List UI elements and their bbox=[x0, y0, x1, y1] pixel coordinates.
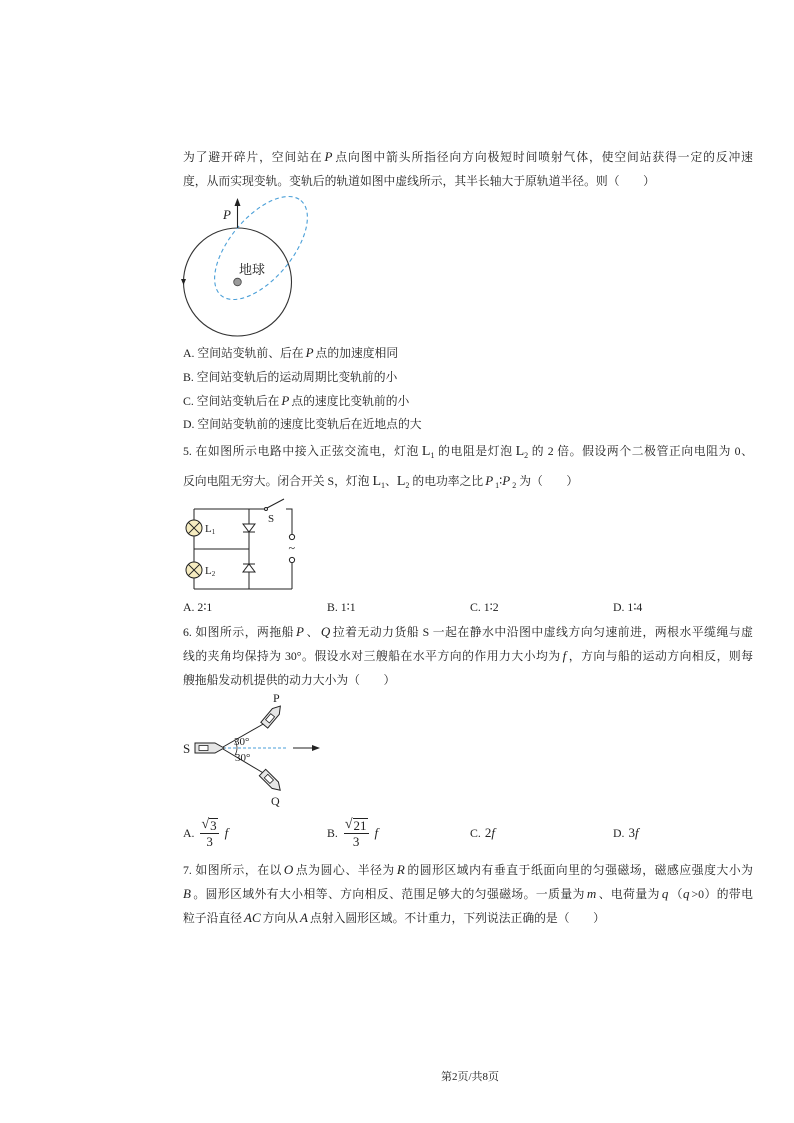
option-text: A. 空间站变轨前、后在 bbox=[183, 346, 304, 360]
q4-option-c bbox=[183, 393, 753, 409]
option-text: B. 空间站变轨后的运动周期比变轨前的小 bbox=[183, 370, 398, 384]
diode-upper-icon bbox=[243, 524, 255, 532]
variable-m: m bbox=[586, 886, 597, 901]
fraction bbox=[200, 817, 218, 849]
q6-option-d bbox=[613, 815, 641, 851]
radicand: 3 bbox=[210, 818, 217, 833]
arrow-head-icon bbox=[312, 745, 320, 751]
fraction-numerator bbox=[200, 817, 218, 834]
lamp-l2-icon bbox=[186, 562, 202, 578]
variable-o: O bbox=[283, 862, 294, 877]
earth-dot bbox=[234, 278, 242, 286]
variable-f: f bbox=[374, 825, 379, 840]
stem-text: 拉着无动力货船 S 一起在静水中沿图中虚线方向匀速前进，两根水平缆绳与虚 bbox=[332, 625, 753, 639]
stem-text: （ bbox=[670, 887, 683, 901]
q5-stem-line-1 bbox=[183, 443, 753, 459]
q7-stem-line-1 bbox=[183, 862, 753, 878]
stem-text: 、 bbox=[306, 625, 319, 639]
stem-text: 为了避开碎片，空间站在 bbox=[183, 150, 323, 164]
stem-text: 点为圆心、半径为 bbox=[295, 863, 395, 877]
variable-q: Q bbox=[320, 624, 331, 639]
ship-q-label: Q bbox=[271, 794, 280, 808]
variable-r: R bbox=[396, 862, 405, 877]
switch-label: S bbox=[268, 513, 275, 525]
lamp-symbol: L bbox=[396, 474, 406, 489]
subscript: 2 bbox=[512, 481, 517, 490]
q5-option-a: A. 2∶1 bbox=[183, 600, 213, 614]
option-text: 点的加速度相同 bbox=[315, 346, 399, 360]
variable-f: f bbox=[562, 648, 567, 663]
coefficient: 2 bbox=[484, 825, 492, 840]
ship-p-label: P bbox=[273, 691, 280, 705]
q4-option-a bbox=[183, 345, 753, 361]
stem-text: 5. 在如图所示电路中接入正弦交流电，灯泡 bbox=[183, 444, 419, 458]
circuit-diagram bbox=[180, 498, 305, 596]
ship-s-label: S bbox=[183, 741, 191, 756]
lamp-symbol: L bbox=[372, 474, 382, 489]
stem-text: 点向图中箭头所指径向方向极短时间喷射气体，使空间站获得一定的反冲速 bbox=[334, 150, 753, 164]
stem-text: 的电功率之比 bbox=[412, 474, 484, 488]
stem-text: 、电荷量为 bbox=[598, 887, 660, 901]
radical-sign: √ bbox=[201, 817, 210, 832]
q7-stem-line-3 bbox=[183, 910, 753, 926]
q4-option-b bbox=[183, 369, 753, 385]
stem-text: >0）的带电 bbox=[691, 887, 753, 901]
stem-text: ，方向与船的运动方向相反，则每 bbox=[568, 649, 753, 663]
q6-option-a bbox=[183, 815, 230, 851]
ship-p-icon bbox=[261, 703, 284, 728]
subscript: 1 bbox=[495, 481, 500, 490]
q5-stem-line-2 bbox=[183, 473, 753, 489]
stem-text: 方向从 bbox=[262, 911, 299, 925]
variable-f: f bbox=[491, 825, 495, 840]
option-letter: A. bbox=[183, 825, 195, 840]
ship-diagram bbox=[178, 692, 328, 810]
stem-text: 为（ ） bbox=[519, 474, 579, 488]
q4-option-d bbox=[183, 416, 753, 432]
ac-terminal-bottom bbox=[289, 557, 294, 562]
q7-stem-line-2 bbox=[183, 886, 753, 902]
option-text: C. 空间站变轨后在 bbox=[183, 394, 280, 408]
variable-p: P bbox=[485, 473, 494, 488]
subscript: 2 bbox=[524, 451, 529, 460]
radicand: 21 bbox=[353, 818, 367, 833]
switch-s bbox=[265, 499, 285, 511]
q5-option-d: D. 1∶4 bbox=[613, 600, 643, 614]
circuit-wires bbox=[194, 509, 292, 589]
orbit-diagram bbox=[175, 190, 315, 345]
arrow-head-icon bbox=[235, 198, 241, 206]
variable-p: P bbox=[296, 624, 304, 639]
q6-stem-line-1 bbox=[183, 624, 753, 640]
option-letter: B. bbox=[327, 825, 338, 840]
option-letter: C. bbox=[470, 825, 481, 840]
radical-sign: √ bbox=[344, 817, 353, 832]
fraction-numerator bbox=[344, 817, 369, 834]
variable-f: f bbox=[224, 825, 229, 840]
variable-q: q bbox=[661, 886, 669, 901]
fraction-denominator: 3 bbox=[352, 834, 360, 849]
lamp-symbol: L bbox=[421, 444, 431, 459]
q6-stem-line-2 bbox=[183, 648, 753, 664]
q6-option-c bbox=[470, 815, 497, 851]
option-text: 点的速度比变轨前的小 bbox=[291, 394, 410, 408]
subscript: 1 bbox=[381, 481, 386, 490]
lamp-l1-label: L1 bbox=[205, 523, 216, 536]
lamp-l2-label: L2 bbox=[205, 565, 216, 578]
ship-q-icon bbox=[259, 769, 283, 793]
lamp-symbol: L bbox=[515, 444, 525, 459]
variable-b: B bbox=[183, 886, 191, 901]
q4-stem-line-1 bbox=[183, 149, 753, 165]
option-text: D. 空间站变轨前的速度比变轨后在近地点的大 bbox=[183, 417, 422, 431]
page-number: 第2页/共8页 bbox=[440, 1071, 500, 1083]
ratio-sign: ∶ bbox=[499, 474, 503, 488]
variable-ac: AC bbox=[244, 910, 261, 925]
variable-q: q bbox=[682, 886, 690, 901]
angle-top-label: 30° bbox=[234, 736, 250, 748]
ship-s-icon bbox=[195, 743, 224, 753]
q6-stem-line-3: 艘拖船发动机提供的动力大小为（ ） bbox=[183, 673, 396, 687]
motion-direction-icon bbox=[181, 279, 186, 285]
variable-p: P bbox=[305, 345, 314, 360]
stem-text: 的电阻是灯泡 bbox=[437, 444, 513, 458]
stem-text: 反向电阻无穷大。闭合开关 S，灯泡 bbox=[183, 474, 370, 488]
q4-stem-line-2: 度，从而实现变轨。变轨后的轨道如图中虚线所示，其半长轴大于原轨道半径。则（ ） bbox=[183, 174, 655, 188]
earth-label: 地球 bbox=[239, 262, 266, 277]
new-orbit-dashed bbox=[197, 181, 324, 316]
subscript: 2 bbox=[405, 481, 410, 490]
variable-p: P bbox=[502, 473, 511, 488]
diode-lower-icon bbox=[243, 564, 255, 572]
q6-option-b bbox=[327, 815, 380, 851]
point-p-label: P bbox=[223, 207, 231, 222]
stem-text: 粒子沿直径 bbox=[183, 911, 242, 925]
fraction bbox=[344, 817, 369, 849]
option-letter: D. bbox=[613, 825, 625, 840]
fraction-denominator: 3 bbox=[206, 834, 213, 849]
angle-bottom-label: 30° bbox=[235, 752, 251, 764]
stem-text: 点射入圆形区域。不计重力，下列说法正确的是（ ） bbox=[309, 911, 605, 925]
ac-source-symbol: ~ bbox=[288, 541, 295, 555]
stem-text: 的圆形区域内有垂直于纸面向里的匀强磁场，磁感应强度大小为 bbox=[406, 863, 753, 877]
variable-p: P bbox=[281, 393, 290, 408]
variable-p: P bbox=[324, 149, 333, 164]
q5-option-b: B. 1∶1 bbox=[327, 600, 356, 614]
coefficient: 3 bbox=[628, 825, 635, 840]
variable-f: f bbox=[634, 825, 639, 840]
variable-a: A bbox=[300, 910, 308, 925]
ac-terminal-top bbox=[289, 534, 294, 539]
stem-text: 、 bbox=[385, 474, 397, 488]
stem-text: 线的夹角均保持为 30°。假设水对三艘船在水平方向的作用力大小均为 bbox=[183, 649, 561, 663]
stem-text: 7. 如图所示，在以 bbox=[183, 863, 282, 877]
lamp-l1-icon bbox=[186, 520, 202, 536]
stem-text: 的 2 倍。假设两个二极管正向电阻为 0、 bbox=[531, 444, 753, 458]
subscript: 1 bbox=[430, 451, 435, 460]
stem-text: 6. 如图所示，两拖船 bbox=[183, 625, 295, 639]
q5-option-c: C. 1∶2 bbox=[470, 600, 499, 614]
stem-text: 。圆形区域外有大小相等、方向相反、范围足够大的匀强磁场。一质量为 bbox=[192, 887, 585, 901]
